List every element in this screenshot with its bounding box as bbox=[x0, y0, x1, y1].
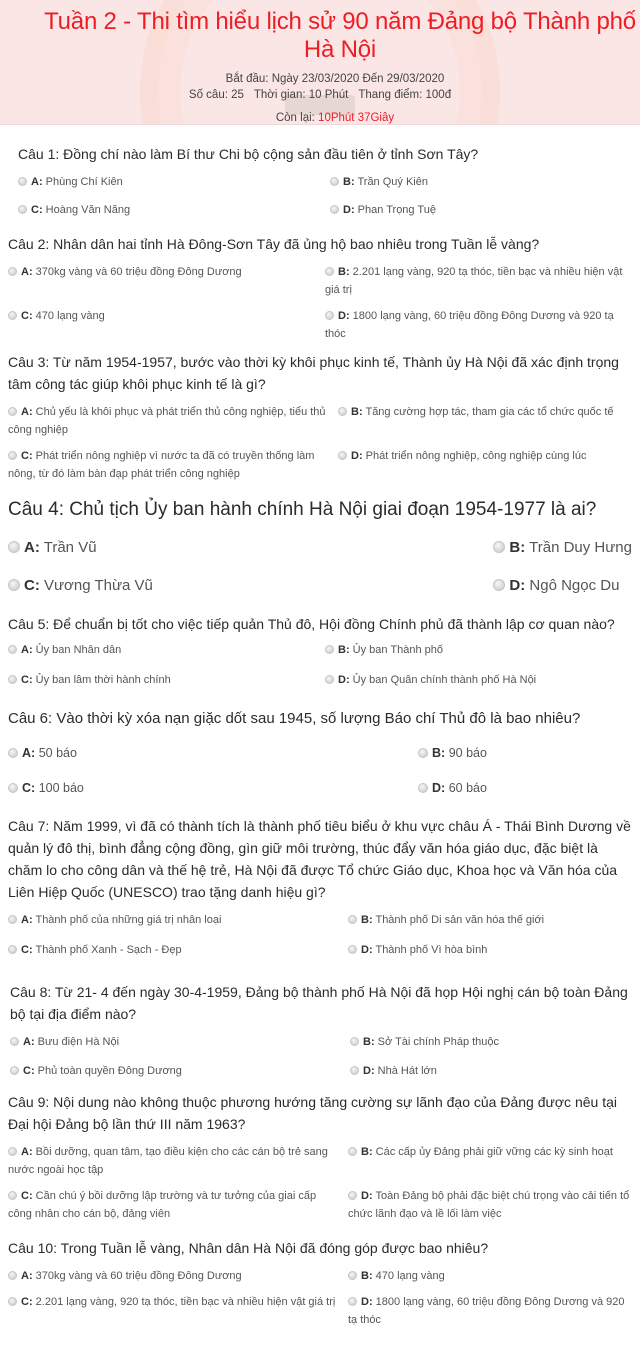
answer-options bbox=[8, 911, 632, 971]
option-a[interactable] bbox=[18, 173, 320, 191]
radio-button-icon[interactable] bbox=[330, 205, 339, 214]
option-letter: C: bbox=[22, 781, 36, 795]
radio-button-icon[interactable] bbox=[8, 541, 20, 553]
option-text: Trần Duy Hưng bbox=[529, 539, 632, 556]
option-b[interactable] bbox=[348, 911, 632, 929]
option-c[interactable] bbox=[8, 941, 338, 959]
option-letter: A: bbox=[31, 176, 43, 188]
radio-button-icon[interactable] bbox=[8, 451, 17, 460]
option-c[interactable] bbox=[8, 1187, 338, 1223]
option-text: Sở Tài chính Pháp thuộc bbox=[377, 1036, 500, 1048]
question-4 bbox=[8, 491, 632, 613]
question-text: Câu 7: Năm 1999, vì đã có thành tích là thành phố tiêu biểu ở khu vực châu Á - Thái Bình Dương về quản lý đô thị, bình đẳng cộng đồng, gìn giữ môi trường, thúc đẩy văn hóa giáo dục, đặc biệt là chăm lo cho công dân và thế hệ trẻ, Hà Nội đã được Tổ chức Giáo dục, Khoa học và Văn hóa của Liên Hiệp Quốc (UNESCO) trao tặng danh hiệu gì? bbox=[8, 818, 631, 900]
option-text: Ủy ban Nhân dân bbox=[35, 644, 122, 656]
radio-button-icon[interactable] bbox=[8, 407, 17, 416]
question-2 bbox=[8, 229, 632, 351]
radio-button-icon[interactable] bbox=[348, 1271, 357, 1280]
option-d[interactable] bbox=[348, 1293, 632, 1329]
option-letter: C: bbox=[21, 944, 33, 956]
option-letter: B: bbox=[509, 539, 526, 556]
option-letter: B: bbox=[361, 1146, 373, 1158]
option-letter: A: bbox=[21, 914, 33, 926]
option-b[interactable] bbox=[348, 1267, 632, 1285]
radio-button-icon[interactable] bbox=[10, 1066, 19, 1075]
option-text: 90 báo bbox=[448, 746, 487, 760]
question-text: Câu 1: Đồng chí nào làm Bí thư Chi bộ cộng sản đầu tiên ở tỉnh Sơn Tây? bbox=[18, 146, 479, 162]
radio-button-icon[interactable] bbox=[338, 407, 347, 416]
option-text: Ngô Ngọc Du bbox=[529, 577, 620, 594]
option-b[interactable] bbox=[325, 263, 632, 299]
radio-button-icon[interactable] bbox=[348, 1297, 357, 1306]
option-text: Hoàng Văn Năng bbox=[45, 204, 131, 216]
option-text: Ủy ban Thành phố bbox=[352, 644, 443, 656]
radio-button-icon[interactable] bbox=[18, 205, 27, 214]
option-text: Thành phố của những giá trị nhân loại bbox=[35, 914, 222, 926]
page-title: Tuần 2 - Thi tìm hiểu lịch sử 90 năm Đảng bộ Thành phố Hà Nội bbox=[44, 8, 636, 63]
option-text: 370kg vàng và 60 triệu đồng Đông Dương bbox=[35, 266, 242, 278]
option-text: 470 lạng vàng bbox=[35, 310, 105, 322]
radio-button-icon[interactable] bbox=[10, 1037, 19, 1046]
radio-button-icon[interactable] bbox=[348, 1147, 357, 1156]
radio-button-icon[interactable] bbox=[348, 915, 357, 924]
radio-button-icon[interactable] bbox=[418, 783, 428, 793]
option-text: Chủ yếu là khôi phục và phát triển thủ công nghiệp, tiểu thủ công nghiệp bbox=[8, 406, 326, 436]
option-letter: C: bbox=[21, 674, 33, 686]
option-text: Các cấp ủy Đảng phải giữ vững các kỳ sinh hoạt bbox=[375, 1146, 613, 1158]
option-b[interactable] bbox=[350, 1033, 632, 1051]
radio-button-icon[interactable] bbox=[325, 311, 334, 320]
countdown-timer bbox=[0, 112, 640, 124]
option-a[interactable] bbox=[8, 641, 315, 659]
option-letter: C: bbox=[21, 1190, 33, 1202]
option-text: 2.201 lạng vàng, 920 tạ thóc, tiền bạc và nhiều hiện vật giá trị bbox=[35, 1296, 336, 1308]
option-c[interactable] bbox=[8, 575, 483, 597]
question-list bbox=[0, 125, 640, 1337]
option-text: 50 báo bbox=[38, 746, 77, 760]
option-letter: D: bbox=[509, 577, 526, 594]
option-d[interactable] bbox=[330, 201, 632, 219]
option-a[interactable] bbox=[8, 1267, 338, 1285]
radio-button-icon[interactable] bbox=[8, 1271, 17, 1280]
question-text: Câu 8: Từ 21- 4 đến ngày 30-4-1959, Đảng bộ thành phố Hà Nội đã họp Hội nghị cán bộ toàn Đảng bộ tại địa điểm nào? bbox=[10, 984, 628, 1022]
option-b[interactable] bbox=[325, 641, 632, 659]
option-b[interactable] bbox=[493, 537, 632, 559]
option-c[interactable] bbox=[8, 1293, 338, 1329]
option-text: 60 báo bbox=[448, 781, 487, 795]
option-d[interactable] bbox=[348, 941, 632, 959]
option-text: Cần chú ý bồi dưỡng lập trường và tư tưởng của giai cấp công nhân cho cán bộ, đảng viên bbox=[8, 1190, 317, 1220]
option-letter: A: bbox=[21, 1146, 33, 1158]
option-letter: C: bbox=[24, 577, 40, 594]
radio-button-icon[interactable] bbox=[493, 579, 505, 591]
option-letter: A: bbox=[21, 266, 33, 278]
radio-button-icon[interactable] bbox=[8, 645, 17, 654]
option-text: Thành phố Di sản văn hóa thế giới bbox=[375, 914, 545, 926]
question-count: Số câu: 25 bbox=[188, 89, 244, 101]
option-c[interactable] bbox=[18, 201, 320, 219]
answer-options bbox=[8, 1143, 632, 1231]
option-d[interactable] bbox=[418, 778, 632, 798]
option-text: Phan Trọng Tuệ bbox=[357, 204, 436, 216]
answer-options bbox=[8, 403, 632, 491]
option-text: Toàn Đảng bộ phải đặc biệt chú trọng vào cải tiến tổ chức lãnh đạo và lề lối làm việc bbox=[348, 1190, 630, 1220]
option-d[interactable] bbox=[350, 1062, 632, 1080]
option-letter: D: bbox=[361, 1190, 373, 1202]
radio-button-icon[interactable] bbox=[330, 177, 339, 186]
option-d[interactable] bbox=[493, 575, 632, 597]
answer-options bbox=[8, 743, 632, 813]
option-letter: A: bbox=[21, 1270, 33, 1282]
option-letter: D: bbox=[343, 204, 355, 216]
option-a[interactable] bbox=[8, 911, 338, 929]
radio-button-icon[interactable] bbox=[325, 675, 334, 684]
option-c[interactable] bbox=[8, 307, 315, 343]
option-text: Bồi dưỡng, quan tâm, tạo điều kiện cho các cán bộ trẻ sang nước ngoài học tập bbox=[8, 1146, 328, 1176]
option-text: 1800 lạng vàng, 60 triệu đồng Đông Dương và 920 tạ thóc bbox=[325, 310, 614, 340]
option-b[interactable] bbox=[348, 1143, 632, 1179]
option-d[interactable] bbox=[338, 447, 632, 483]
option-letter: D: bbox=[338, 310, 350, 322]
max-score: Thang điểm: 100đ bbox=[358, 89, 452, 101]
answer-options bbox=[8, 641, 632, 701]
option-text: 470 lạng vàng bbox=[375, 1270, 445, 1282]
option-letter: C: bbox=[21, 450, 33, 462]
radio-button-icon[interactable] bbox=[8, 1297, 17, 1306]
radio-button-icon[interactable] bbox=[18, 177, 27, 186]
option-letter: B: bbox=[351, 406, 363, 418]
option-letter: A: bbox=[24, 539, 40, 556]
answer-options bbox=[8, 1267, 632, 1337]
radio-button-icon[interactable] bbox=[8, 267, 17, 276]
quiz-info bbox=[0, 87, 640, 103]
question-text: Câu 4: Chủ tịch Ủy ban hành chính Hà Nội giai đoạn 1954-1977 là ai? bbox=[8, 499, 597, 520]
radio-button-icon[interactable] bbox=[8, 311, 17, 320]
radio-button-icon[interactable] bbox=[493, 541, 505, 553]
option-letter: C: bbox=[31, 204, 43, 216]
option-letter: B: bbox=[361, 914, 373, 926]
option-text: 100 báo bbox=[38, 781, 84, 795]
option-letter: D: bbox=[363, 1065, 375, 1077]
question-8 bbox=[8, 971, 632, 1091]
option-letter: A: bbox=[22, 746, 36, 760]
option-a[interactable] bbox=[10, 1033, 340, 1051]
radio-button-icon[interactable] bbox=[350, 1066, 359, 1075]
radio-button-icon[interactable] bbox=[8, 1191, 17, 1200]
radio-button-icon[interactable] bbox=[8, 783, 18, 793]
option-text: 370kg vàng và 60 triệu đồng Đông Dương bbox=[35, 1270, 242, 1282]
question-7 bbox=[8, 813, 632, 971]
option-c[interactable] bbox=[10, 1062, 340, 1080]
option-letter: B: bbox=[343, 176, 355, 188]
radio-button-icon[interactable] bbox=[325, 267, 334, 276]
date-range: Bắt đầu: Ngày 23/03/2020 Đến 29/03/2020 bbox=[225, 73, 445, 85]
option-letter: D: bbox=[351, 450, 363, 462]
option-b[interactable] bbox=[330, 173, 632, 191]
option-text: Thành phố Vì hòa bình bbox=[375, 944, 488, 956]
option-a[interactable] bbox=[8, 743, 408, 763]
option-d[interactable] bbox=[348, 1187, 632, 1223]
question-1 bbox=[8, 125, 632, 229]
radio-button-icon[interactable] bbox=[8, 945, 17, 954]
option-text: 1800 lạng vàng, 60 triệu đồng Đông Dương và 920 tạ thóc bbox=[348, 1296, 625, 1326]
duration: Thời gian: 10 Phút bbox=[253, 89, 349, 101]
question-text: Câu 2: Nhân dân hai tỉnh Hà Đông-Sơn Tây đã ủng hộ bao nhiêu trong Tuần lễ vàng? bbox=[8, 236, 540, 252]
option-d[interactable] bbox=[325, 671, 632, 689]
option-text: Trần Quý Kiên bbox=[357, 176, 428, 188]
option-letter: B: bbox=[432, 746, 446, 760]
option-text: Bưu điện Hà Nội bbox=[37, 1036, 120, 1048]
option-text: Ủy ban Quân chính thành phố Hà Nội bbox=[352, 674, 537, 686]
answer-options bbox=[8, 537, 632, 613]
option-text: Ủy ban lâm thời hành chính bbox=[35, 674, 171, 686]
option-letter: D: bbox=[432, 781, 446, 795]
option-letter: C: bbox=[21, 1296, 33, 1308]
answer-options bbox=[8, 263, 632, 351]
question-10 bbox=[8, 1231, 632, 1337]
question-6 bbox=[8, 701, 632, 813]
option-letter: D: bbox=[361, 944, 373, 956]
radio-button-icon[interactable] bbox=[8, 748, 18, 758]
option-b[interactable] bbox=[418, 743, 632, 763]
option-text: Trần Vũ bbox=[43, 539, 97, 556]
option-text: Tăng cường hợp tác, tham gia các tổ chức quốc tế bbox=[365, 406, 614, 418]
option-text: Thành phố Xanh - Sạch - Đẹp bbox=[35, 944, 182, 956]
option-c[interactable] bbox=[8, 671, 315, 689]
option-text: Phát triển nông nghiệp, công nghiệp cùng lúc bbox=[365, 450, 587, 462]
option-letter: A: bbox=[21, 644, 33, 656]
option-c[interactable] bbox=[8, 778, 408, 798]
option-text: Vương Thừa Vũ bbox=[44, 577, 153, 594]
radio-button-icon[interactable] bbox=[350, 1037, 359, 1046]
option-letter: A: bbox=[21, 406, 33, 418]
option-text: 2.201 lạng vàng, 920 tạ thóc, tiền bạc và nhiều hiện vật giá trị bbox=[325, 266, 623, 296]
option-text: Nhà Hát lớn bbox=[377, 1065, 437, 1077]
option-letter: C: bbox=[21, 310, 33, 322]
remaining-label: Còn lại: bbox=[275, 112, 315, 124]
option-letter: D: bbox=[338, 674, 350, 686]
option-c[interactable] bbox=[8, 447, 328, 483]
option-d[interactable] bbox=[325, 307, 632, 343]
option-letter: B: bbox=[338, 644, 350, 656]
radio-button-icon[interactable] bbox=[325, 645, 334, 654]
option-text: Phủ toàn quyền Đông Dương bbox=[37, 1065, 182, 1077]
radio-button-icon[interactable] bbox=[338, 451, 347, 460]
radio-button-icon[interactable] bbox=[348, 945, 357, 954]
answer-options bbox=[18, 173, 632, 229]
option-letter: B: bbox=[338, 266, 350, 278]
remaining-value: 10Phút 37Giây bbox=[318, 112, 395, 124]
option-text: Phùng Chí Kiên bbox=[45, 176, 123, 188]
radio-button-icon[interactable] bbox=[8, 1147, 17, 1156]
option-letter: B: bbox=[363, 1036, 375, 1048]
question-text: Câu 3: Từ năm 1954-1957, bước vào thời kỳ khôi phục kinh tế, Thành ủy Hà Nội đã xác định trọng tâm công tác giúp khôi phục kinh tế là gì? bbox=[8, 354, 619, 392]
quiz-header bbox=[0, 0, 640, 125]
radio-button-icon[interactable] bbox=[8, 915, 17, 924]
option-text: Phát triển nông nghiệp vì nước ta đã có truyền thống làm nông, từ đó làm bàn đạp phát triển công nghiệp bbox=[8, 450, 315, 480]
option-a[interactable] bbox=[8, 1143, 338, 1179]
option-letter: C: bbox=[23, 1065, 35, 1077]
option-letter: D: bbox=[361, 1296, 373, 1308]
radio-button-icon[interactable] bbox=[418, 748, 428, 758]
question-text: Câu 9: Nội dung nào không thuộc phương hướng tăng cường sự lãnh đạo của Đảng được nêu tại Đại hội Đảng bộ lần thứ III năm 1963? bbox=[8, 1094, 617, 1132]
option-b[interactable] bbox=[338, 403, 632, 439]
question-5 bbox=[8, 613, 632, 701]
option-a[interactable] bbox=[8, 537, 483, 559]
option-letter: A: bbox=[23, 1036, 35, 1048]
question-text: Câu 5: Để chuẩn bị tốt cho việc tiếp quản Thủ đô, Hội đồng Chính phủ đã thành lập cơ quan nào? bbox=[8, 616, 615, 632]
radio-button-icon[interactable] bbox=[8, 675, 17, 684]
question-text: Câu 10: Trong Tuần lễ vàng, Nhân dân Hà Nội đã đóng góp được bao nhiêu? bbox=[8, 1240, 489, 1256]
radio-button-icon[interactable] bbox=[8, 579, 20, 591]
question-3 bbox=[8, 351, 632, 491]
radio-button-icon[interactable] bbox=[348, 1191, 357, 1200]
option-a[interactable] bbox=[8, 403, 328, 439]
option-a[interactable] bbox=[8, 263, 315, 299]
answer-options bbox=[10, 1033, 632, 1091]
question-text: Câu 6: Vào thời kỳ xóa nạn giặc dốt sau 1945, số lượng Báo chí Thủ đô là bao nhiêu? bbox=[8, 710, 581, 727]
question-9 bbox=[8, 1091, 632, 1231]
option-letter: B: bbox=[361, 1270, 373, 1282]
